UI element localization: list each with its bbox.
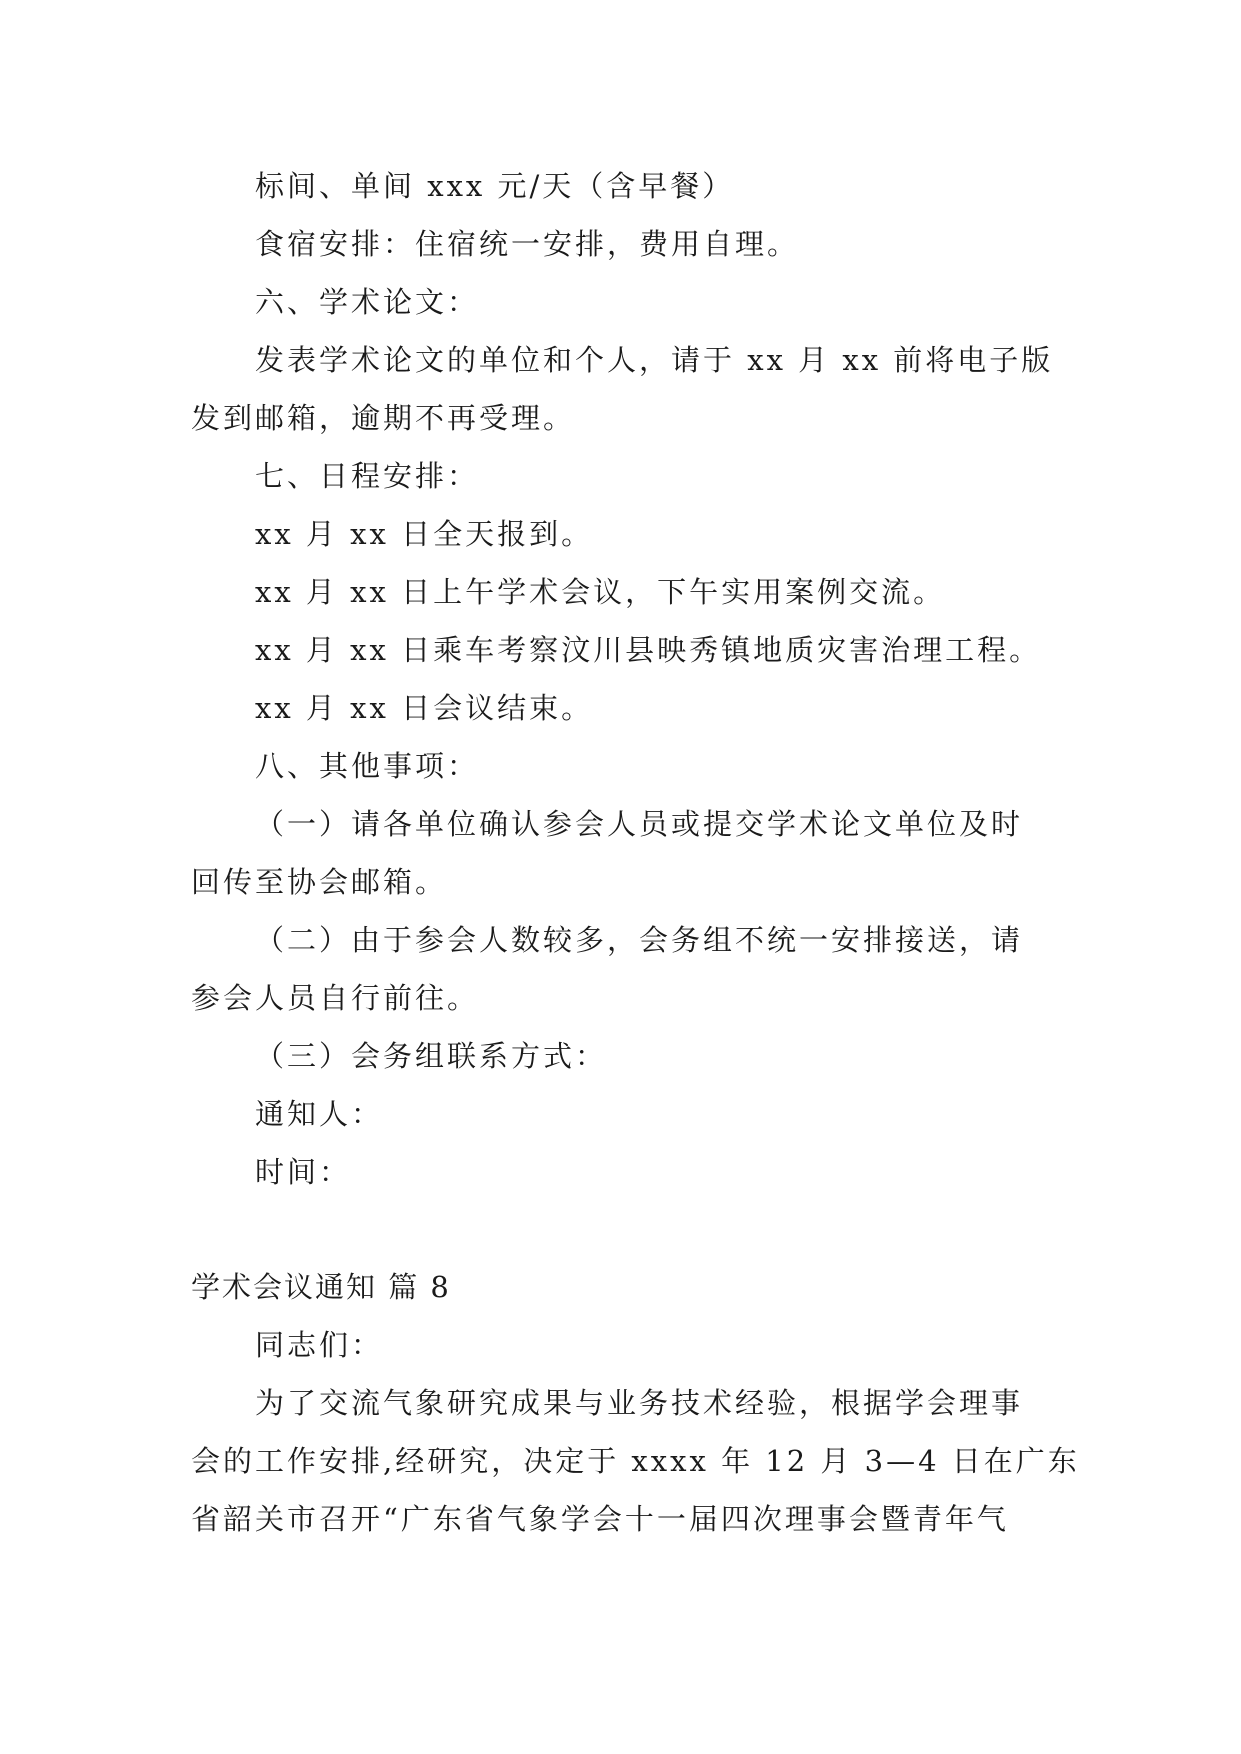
text-line: 发表学术论文的单位和个人，请于 xx 月 xx 前将电子版 xyxy=(255,343,1054,377)
text-line: （三）会务组联系方式： xyxy=(255,1039,608,1073)
text-line: （一）请各单位确认参会人员或提交学术论文单位及时 xyxy=(255,807,1024,841)
schedule-line: xx 月 xx 日全天报到。 xyxy=(255,517,594,551)
text-line: 回传至协会邮箱。 xyxy=(191,865,448,899)
section-heading: 八、其他事项： xyxy=(255,749,480,783)
text-line: 通知人： xyxy=(255,1097,384,1131)
text-line: 会的工作安排,经研究，决定于 xxxx 年 12 月 3—4 日在广东 xyxy=(191,1444,1080,1478)
text-line: 参会人员自行前往。 xyxy=(191,981,480,1015)
section-heading: 六、学术论文： xyxy=(255,285,480,319)
schedule-line: xx 月 xx 日会议结束。 xyxy=(255,691,594,725)
section-heading: 七、日程安排： xyxy=(255,459,480,493)
salutation: 同志们： xyxy=(255,1328,384,1362)
text-line: 发到邮箱，逾期不再受理。 xyxy=(191,401,576,435)
article-title: 学术会议通知 篇 8 xyxy=(191,1270,451,1304)
text-line: 为了交流气象研究成果与业务技术经验，根据学会理事 xyxy=(255,1386,1024,1420)
text-line: 食宿安排：住宿统一安排，费用自理。 xyxy=(255,227,800,261)
text-line: 省韶关市召开“广东省气象学会十一届四次理事会暨青年气 xyxy=(191,1502,1009,1536)
schedule-line: xx 月 xx 日乘车考察汶川县映秀镇地质灾害治理工程。 xyxy=(255,633,1042,667)
text-line: （二）由于参会人数较多，会务组不统一安排接送，请 xyxy=(255,923,1024,957)
text-line: 时间： xyxy=(255,1155,352,1189)
schedule-line: xx 月 xx 日上午学术会议，下午实用案例交流。 xyxy=(255,575,946,609)
text-line: 标间、单间 xxx 元/天（含早餐） xyxy=(255,169,735,203)
